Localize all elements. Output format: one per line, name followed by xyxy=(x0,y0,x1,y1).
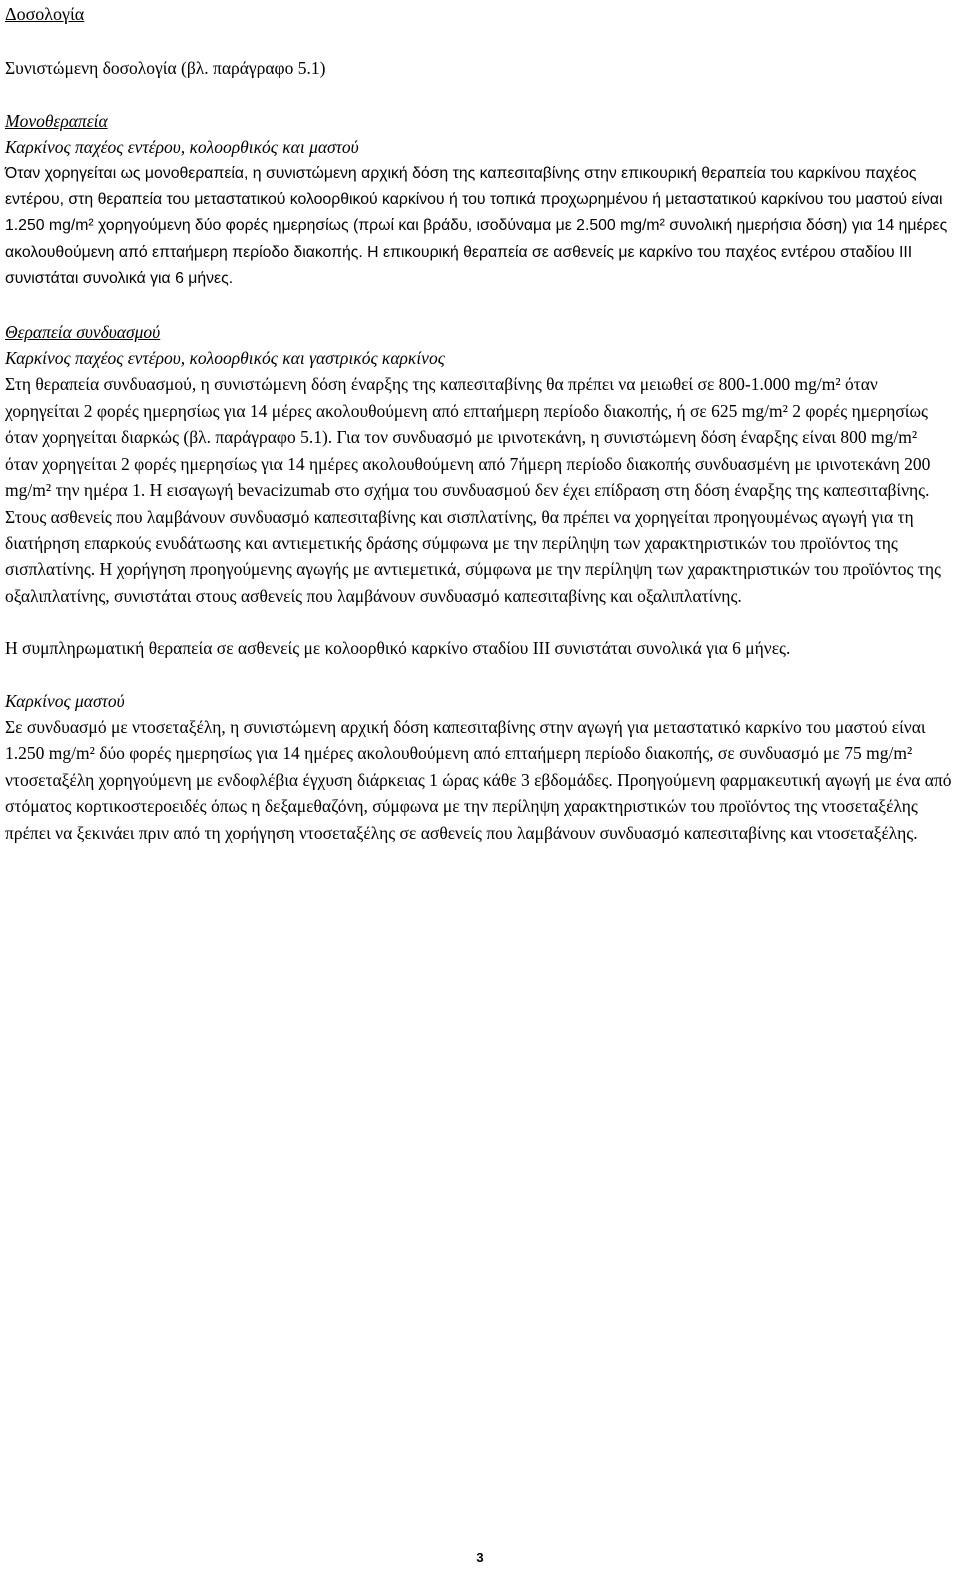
section-title: Δοσολογία xyxy=(5,4,85,24)
monotherapy-heading: Μονοθεραπεία xyxy=(5,110,108,131)
breast-subheading: Καρκίνος μαστού xyxy=(5,690,125,711)
document-page xyxy=(5,0,953,846)
combination-heading: Θεραπεία συνδυασμού xyxy=(5,321,161,342)
spacer xyxy=(5,609,953,635)
spacer xyxy=(5,82,953,108)
combination-subheading: Καρκίνος παχέος εντέρου, κολοορθικός και γαστρικός καρκίνος xyxy=(5,348,445,369)
page-number: 3 xyxy=(476,1550,484,1565)
monotherapy-subheading: Καρκίνος παχέος εντέρου, κολοορθικός και μαστού xyxy=(5,137,359,158)
monotherapy-paragraph: Όταν χορηγείται ως μονοθεραπεία, η συνιστώμενη αρχική δόση της καπεσιταβίνης στην επικουρική θεραπεία του καρκίνου παχέος εντέρου, στη θεραπεία του μεταστατικού κολοορθικού καρκίνου ή του τοπικά προχωρημένου ή μεταστατικού καρκίνου του μαστού είναι 1.250 mg/m² χορηγούμενη δύο φορές ημερησίως (πρωί και βράδυ, ισοδύναμα με 2.500 mg/m² συνολική ημερήσια δόση) για 14 ημέρες ακολουθούμενη από επταήμερη περίοδο διακοπής. Η επικουρική θεραπεία σε ασθενείς με καρκίνο του παχέος εντέρου σταδίου ΙΙΙ συνιστάται συνολικά για 6 μήνες. xyxy=(5,164,948,288)
spacer xyxy=(5,662,953,688)
spacer xyxy=(5,293,953,319)
combination-adjuvant-paragraph: Η συμπληρωματική θεραπεία σε ασθενείς με κολοορθικό καρκίνο σταδίου ΙΙΙ συνιστάται συνολικά για 6 μήνες. xyxy=(5,638,791,659)
dosage-intro: Συνιστώμενη δοσολογία (βλ. παράγραφο 5.1) xyxy=(5,58,326,79)
spacer xyxy=(5,27,953,55)
combination-paragraph: Στη θεραπεία συνδυασμού, η συνιστώμενη δόση έναρξης της καπεσιταβίνης θα πρέπει να μειωθεί σε 800-1.000 mg/m² όταν χορηγείται 2 φορές ημερησίως για 14 μέρες ακολουθούμενη από επταήμερη περίοδο διακοπής, ή σε 625 mg/m² 2 φορές ημερησίως όταν χορηγείται διαρκώς (βλ. παράγραφο 5.1). Για τον συνδυασμό με ιρινοτεκάνη, η συνιστώμενη δόση έναρξης είναι 800 mg/m² όταν χορηγείται 2 φορές ημερησίως για 14 ημέρες ακολουθούμενη από 7ήμερη περίοδο διακοπής συνδυασμένη με ιρινοτεκάνη 200 mg/m² την ημέρα 1. Η εισαγωγή bevacizumab στο σχήμα του συνδυασμού δεν έχει επίδραση στη δόση έναρξης της καπεσιταβίνης. Στους ασθενείς που λαμβάνουν συνδυασμό καπεσιταβίνης και σισπλατίνης, θα πρέπει να χορηγείται προηγουμένως αγωγή για τη διατήρηση επαρκούς ενυδάτωσης και αντιεμετικής δράσης σύμφωνα με την περίληψη των χαρακτηριστικών του προϊόντος της σισπλατίνης. Η χορήγηση προηγούμενης αγωγής με αντιεμετικά, σύμφωνα με την περίληψη των χαρακτηριστικών του προϊόντος της οξαλιπλατίνης, συνιστάται στους ασθενείς που λαμβάνουν συνδυασμό καπεσιταβίνης και οξαλιπλατίνης. xyxy=(5,374,941,606)
breast-paragraph: Σε συνδυασμό με ντοσεταξέλη, η συνιστώμενη αρχική δόση καπεσιταβίνης στην αγωγή για μεταστατικό καρκίνο του μαστού είναι 1.250 mg/m² δύο φορές ημερησίως για 14 ημέρες ακολουθούμενη από επταήμερη περίοδο διακοπής, σε συνδυασμό με 75 mg/m² ντοσεταξέλη χορηγούμενη με ενδοφλέβια έγχυση διάρκειας 1 ώρας κάθε 3 εβδομάδες. Προηγούμενη φαρμακευτική αγωγή με ένα από στόματος κορτικοστεροειδές όπως η δεξαμεθαζόνη, σύμφωνα με την περίληψη χαρακτηριστικών του προϊόντος της ντοσεταξέλης πρέπει να ξεκινάει πριν από τη χορήγηση ντοσεταξέλης σε ασθενείς που λαμβάνουν συνδυασμό καπεσιταβίνης και ντοσεταξέλης. xyxy=(5,716,952,843)
